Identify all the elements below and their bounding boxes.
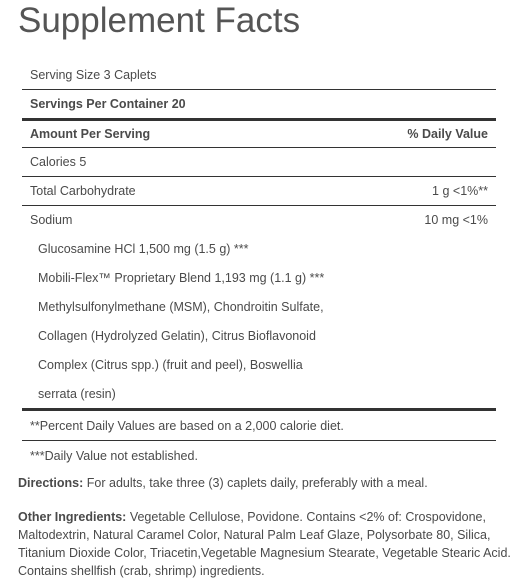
nutrient-name: Sodium — [30, 213, 73, 227]
footnote: ***Daily Value not established. — [22, 440, 496, 470]
ingredient-line: Methylsulfonylmethane (MSM), Chondroitin Sulfate, — [38, 299, 324, 314]
directions-text: For adults, take three (3) caplets daily, preferably with a meal. — [86, 476, 428, 490]
ingredient-line: Glucosamine HCl 1,500 mg (1.5 g) *** — [38, 241, 249, 256]
nutrient-row — [22, 205, 496, 234]
calories: Calories 5 — [30, 155, 87, 169]
table-header-row — [22, 118, 496, 147]
servings-per-container: Servings Per Container 20 — [30, 97, 186, 111]
nutrient-name: Total Carbohydrate — [30, 184, 136, 198]
nutrient-amount: 10 mg <1% — [424, 213, 488, 227]
serving-size: Serving Size 3 Caplets — [30, 67, 157, 82]
nutrient-row — [22, 176, 496, 205]
page-title: Supplement Facts — [18, 1, 301, 40]
directions-label: Directions: — [18, 476, 84, 490]
serving-size-row — [22, 60, 496, 89]
nutrient-amount: 1 g <1%** — [432, 184, 488, 198]
supplement-facts-table — [22, 60, 496, 470]
directions — [18, 474, 518, 492]
servings-per-container-row — [22, 89, 496, 118]
calories-row — [22, 147, 496, 176]
other-ingredients — [18, 508, 518, 580]
amount-per-serving-header: Amount Per Serving — [30, 127, 151, 141]
ingredient-line: serrata (resin) — [38, 386, 116, 401]
other-ingredients-text: Vegetable Cellulose, Povidone. Contains <2% of: Crospovidone, Maltodextrin, Natural Caramel Color, Natural Palm Leaf Glaze, Polysorbate 80, Silica, Titanium Dioxide Color, Triacetin,Vegetable Magnesium Stearate, Vegetable Stearic Acid. Contains shellfish (crab, shrimp) ingredients. — [18, 510, 511, 578]
ingredient-line: Complex (Citrus spp.) (fruit and peel), Boswellia — [38, 357, 303, 372]
ingredient-line: Collagen (Hydrolyzed Gelatin), Citrus Bioflavonoid — [38, 328, 316, 343]
other-ingredients-label: Other Ingredients: — [18, 510, 127, 524]
daily-value-header: % Daily Value — [407, 127, 488, 141]
ingredient-line: Mobili-Flex™ Proprietary Blend 1,193 mg (1.1 g) *** — [38, 270, 325, 285]
footnote: **Percent Daily Values are based on a 2,000 calorie diet. — [22, 408, 496, 440]
